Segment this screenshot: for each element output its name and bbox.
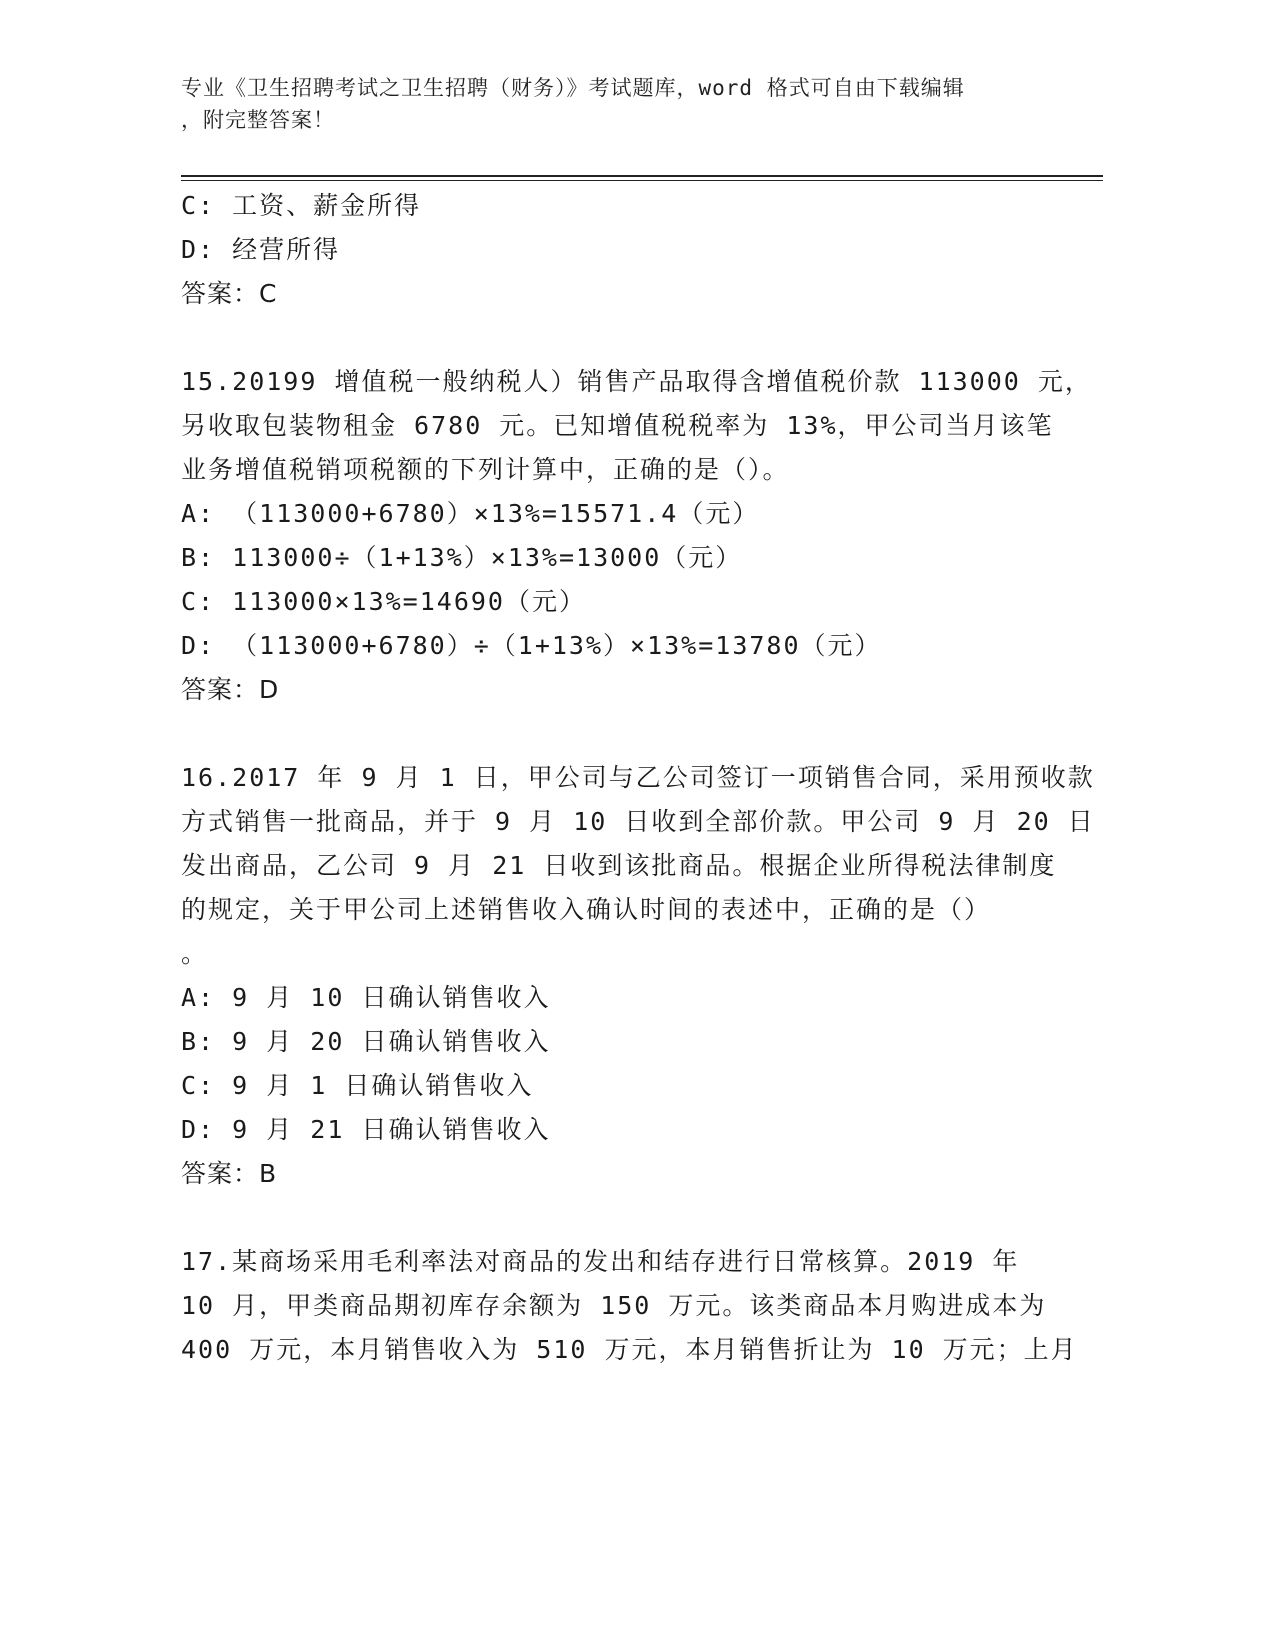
question-text-line: 业务增值税销项税额的下列计算中，正确的是（）。 xyxy=(181,455,790,484)
question-text-line: 发出商品，乙公司 9 月 21 日收到该批商品。根据企业所得税法律制度 xyxy=(181,851,1057,880)
option-a: A: （113000+6780）×13%=15571.4（元） xyxy=(181,499,760,528)
option-c: C: 113000×13%=14690（元） xyxy=(181,587,586,616)
question-text-line: 10 月，甲类商品期初库存余额为 150 万元。该类商品本月购进成本为 xyxy=(181,1291,1047,1320)
spacer xyxy=(181,316,1061,360)
question-text-line: 另收取包装物租金 6780 元。已知增值税税率为 13%，甲公司当月该笔 xyxy=(181,411,1054,440)
answer: 答案：D xyxy=(181,675,280,704)
option-d: D: 经营所得 xyxy=(181,235,341,264)
spacer xyxy=(181,712,1061,756)
document-body xyxy=(181,184,1095,1372)
question-text-line: 400 万元，本月销售收入为 510 万元，本月销售折让为 10 万元；上月 xyxy=(181,1335,1078,1364)
option-c: C: 9 月 1 日确认销售收入 xyxy=(181,1071,534,1100)
question-text-line: 15.20199 增值税一般纳税人）销售产品取得含增值税价款 113000 元， xyxy=(181,367,1092,396)
question-15 xyxy=(181,360,1092,712)
header-divider-thin xyxy=(181,180,1103,181)
option-d: D: 9 月 21 日确认销售收入 xyxy=(181,1115,551,1144)
question-text-line: 方式销售一批商品，并于 9 月 10 日收到全部价款。甲公司 9 月 20 日 xyxy=(181,807,1095,836)
header-line-1: 专业《卫生招聘考试之卫生招聘（财务）》考试题库，word 格式可自由下载编辑 xyxy=(181,76,965,100)
header-line-2: ，附完整答案！ xyxy=(181,108,335,132)
header-divider-thick xyxy=(181,175,1103,177)
option-d: D: （113000+6780）÷（1+13%）×13%=13780（元） xyxy=(181,631,882,660)
answer: 答案：C xyxy=(181,279,278,308)
answer: 答案：B xyxy=(181,1159,278,1188)
spacer xyxy=(181,1196,1061,1240)
question-16 xyxy=(181,756,1095,1196)
option-a: A: 9 月 10 日确认销售收入 xyxy=(181,983,551,1012)
question-14-tail xyxy=(181,184,1061,316)
option-b: B: 9 月 20 日确认销售收入 xyxy=(181,1027,551,1056)
question-text-line: 。 xyxy=(181,939,209,968)
question-text-line: 17.某商场采用毛利率法对商品的发出和结存进行日常核算。2019 年 xyxy=(181,1247,1020,1276)
option-b: B: 113000÷（1+13%）×13%=13000（元） xyxy=(181,543,743,572)
question-text-line: 的规定，关于甲公司上述销售收入确认时间的表述中，正确的是（） xyxy=(181,895,992,924)
option-c: C: 工资、薪金所得 xyxy=(181,191,422,220)
question-17 xyxy=(181,1240,1078,1372)
question-text-line: 16.2017 年 9 月 1 日，甲公司与乙公司签订一项销售合同，采用预收款 xyxy=(181,763,1095,792)
page-header xyxy=(181,72,1041,136)
